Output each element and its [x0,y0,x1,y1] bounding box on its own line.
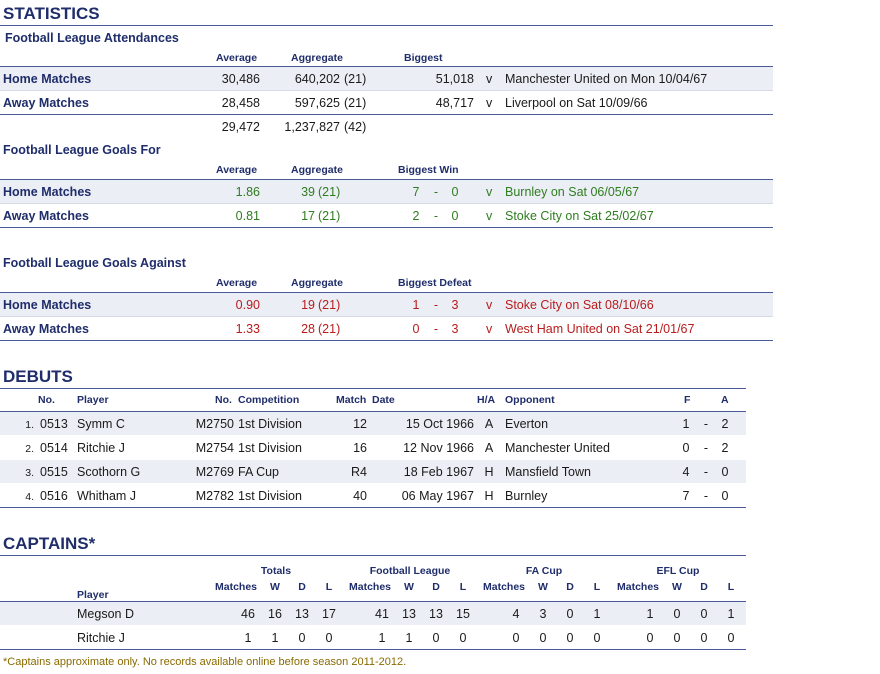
captains-group-header: FA Cup [525,565,563,577]
score-for: 7 [412,185,420,199]
biggest: 48,717 [435,96,474,110]
player-name: Scothorn G [77,465,141,479]
score-dash: - [703,489,709,503]
row-index: 4. [25,491,34,503]
divider [0,90,773,91]
row-label: Home Matches [3,185,92,199]
captain-stat: 0 [673,631,681,645]
score-dash: - [703,441,709,455]
captain-stat: 4 [512,607,520,621]
versus: v [486,96,493,110]
col-aggregate: Aggregate [291,277,343,289]
score-for: 1 [412,298,420,312]
captain-name: Ritchie J [77,631,125,645]
score-for: 4 [682,465,690,479]
player-no: 0515 [40,465,68,479]
score-for: 1 [682,417,690,431]
versus: v [486,322,493,336]
captain-stat: 0 [673,607,681,621]
row-label: Away Matches [3,96,89,110]
match-date: 06 May 1967 [401,489,474,503]
competition: 1st Division [238,489,302,503]
divider [0,203,773,204]
captain-name: Megson D [77,607,134,621]
col-match-no: No. [215,394,232,406]
captains-subheader: W [270,581,280,593]
captains-title: CAPTAINS* [3,534,96,553]
aggregate: 17 [301,209,315,223]
home-away: H [484,465,494,479]
score-for: 7 [682,489,690,503]
home-away: H [484,489,494,503]
games: (21) [318,322,341,336]
captain-stat: 13 [429,607,443,621]
score-dash: - [433,209,439,223]
aggregate: 39 [301,185,315,199]
opponent: Everton [505,417,549,431]
captains-subheader: D [298,581,306,593]
average: 1.86 [235,185,260,199]
captains-group-header: EFL Cup [656,565,700,577]
versus: v [486,298,493,312]
average: 28,458 [221,96,260,110]
score-for: 2 [412,209,420,223]
captain-stat: 0 [566,607,574,621]
competition: FA Cup [238,465,279,479]
goals-for-title: Football League Goals For [3,143,161,157]
versus: v [486,209,493,223]
score-dash: - [703,465,709,479]
divider [0,227,773,228]
player-no: 0516 [40,489,68,503]
detail: Stoke City on Sat 25/02/67 [505,209,654,223]
average: 1.33 [235,322,260,336]
match-no: M2750 [195,417,234,431]
aggregate: 1,237,827 [284,120,340,134]
row-index: 2. [25,443,34,455]
captains-subheader: L [459,581,467,593]
score-dash: - [433,298,439,312]
divider [0,25,773,26]
captain-stat: 17 [322,607,336,621]
detail: Stoke City on Sat 08/10/66 [505,298,654,312]
match: 40 [353,489,367,503]
match-no: M2769 [195,465,234,479]
opponent: Burnley [505,489,548,503]
captains-subheader: W [538,581,548,593]
match: 12 [353,417,367,431]
captains-subheader: Matches [616,581,659,593]
captain-stat: 0 [325,631,333,645]
captain-stat: 41 [375,607,389,621]
player-no: 0514 [40,441,68,455]
captain-stat: 1 [271,631,279,645]
captains-subheader: Matches [348,581,391,593]
captain-stat: 0 [298,631,306,645]
captain-stat: 0 [432,631,440,645]
col-player: Player [77,394,109,406]
row-band [0,293,773,316]
match: 16 [353,441,367,455]
divider [0,388,746,389]
captains-subheader: W [672,581,682,593]
score-against: 0 [721,489,729,503]
score-against: 2 [721,417,729,431]
captains-subheader: L [727,581,735,593]
row-label: Home Matches [3,72,92,86]
detail: Burnley on Sat 06/05/67 [505,185,640,199]
biggest: 51,018 [435,72,474,86]
col-aggregate: Aggregate [291,52,343,64]
statistics-title: STATISTICS [3,4,100,23]
captain-stat: 0 [646,631,654,645]
captain-stat: 0 [566,631,574,645]
detail: Liverpool on Sat 10/09/66 [505,96,648,110]
captains-group-header: Football League [369,565,451,577]
captain-stat: 1 [646,607,654,621]
divider [0,555,746,556]
captains-subheader: L [593,581,601,593]
score-dash: - [433,322,439,336]
captain-stat: 1 [593,607,601,621]
score-against: 3 [451,298,459,312]
score-dash: - [433,185,439,199]
attendances-title: Football League Attendances [5,31,179,45]
captains-subheader: Matches [214,581,257,593]
row-label: Home Matches [3,298,92,312]
score-for: 0 [682,441,690,455]
average: 0.81 [235,209,260,223]
score-against: 0 [451,209,459,223]
player-no: 0513 [40,417,68,431]
captain-stat: 1 [378,631,386,645]
row-index: 1. [25,419,34,431]
detail: West Ham United on Sat 21/01/67 [505,322,695,336]
aggregate: 640,202 [294,72,340,86]
competition: 1st Division [238,441,302,455]
captain-stat: 0 [512,631,520,645]
captain-stat: 1 [727,607,735,621]
match: R4 [351,465,367,479]
captains-subheader: D [700,581,708,593]
competition: 1st Division [238,417,302,431]
home-away: A [484,441,494,455]
row-band [0,180,773,203]
row-label: Away Matches [3,209,89,223]
score-for: 0 [412,322,420,336]
col-average: Average [216,164,258,176]
captain-stat: 13 [295,607,309,621]
col-match: Match [336,394,367,406]
opponent: Mansfield Town [505,465,591,479]
captains-group-header: Totals [260,565,292,577]
col-aggregate: Aggregate [291,164,343,176]
col-date: Date [372,394,395,406]
captains-subheader: Matches [482,581,525,593]
versus: v [486,72,493,86]
aggregate: 28 [301,322,315,336]
captain-stat: 0 [459,631,467,645]
col-biggest-win: Biggest Win [398,164,459,176]
col-opponent: Opponent [505,394,555,406]
captain-stat: 3 [539,607,547,621]
col-biggest: Biggest [404,52,443,64]
games: (21) [344,72,367,86]
match-date: 12 Nov 1966 [403,441,474,455]
col-biggest-defeat: Biggest Defeat [398,277,472,289]
average: 30,486 [221,72,260,86]
debuts-title: DEBUTS [3,367,73,386]
score-against: 0 [721,465,729,479]
home-away: A [484,417,494,431]
games: (21) [318,185,341,199]
player-name: Ritchie J [77,441,125,455]
captain-stat: 15 [456,607,470,621]
match-date: 15 Oct 1966 [405,417,474,431]
captain-stat: 0 [593,631,601,645]
aggregate: 597,625 [294,96,340,110]
col-no: No. [38,394,55,406]
average: 0.90 [235,298,260,312]
captains-subheader: D [432,581,440,593]
captain-stat: 46 [241,607,255,621]
col-f: F [684,394,691,406]
detail: Manchester United on Mon 10/04/67 [505,72,708,86]
captains-subheader: W [404,581,414,593]
divider [0,114,773,115]
captain-stat: 0 [539,631,547,645]
col-average: Average [216,52,258,64]
score-against: 3 [451,322,459,336]
average: 29,472 [221,120,260,134]
score-dash: - [703,417,709,431]
player-name: Whitham J [77,489,137,503]
match-no: M2782 [195,489,234,503]
row-label: Away Matches [3,322,89,336]
captain-stat: 1 [244,631,252,645]
opponent: Manchester United [505,441,610,455]
col-competition: Competition [238,394,300,406]
score-against: 2 [721,441,729,455]
divider [0,316,773,317]
divider [0,340,773,341]
captains-subheader: L [325,581,333,593]
col-player: Player [77,589,109,601]
captain-stat: 13 [402,607,416,621]
match-no: M2754 [195,441,234,455]
games: (21) [318,298,341,312]
col-a: A [721,394,729,406]
captains-subheader: D [566,581,574,593]
games: (21) [318,209,341,223]
divider [0,507,746,508]
captain-stat: 1 [405,631,413,645]
captain-stat: 16 [268,607,282,621]
captain-stat: 0 [727,631,735,645]
col-average: Average [216,277,258,289]
match-date: 18 Feb 1967 [403,465,474,479]
captain-stat: 0 [700,607,708,621]
games: (42) [344,120,367,134]
games: (21) [344,96,367,110]
goals-against-title: Football League Goals Against [3,256,186,270]
row-index: 3. [25,467,34,479]
col-ha: H/A [477,394,496,406]
captain-stat: 0 [700,631,708,645]
aggregate: 19 [301,298,315,312]
player-name: Symm C [77,417,125,431]
versus: v [486,185,493,199]
score-against: 0 [451,185,459,199]
divider [0,649,746,650]
captains-note: *Captains approximate only. No records available online before season 2011-2012. [3,656,407,668]
